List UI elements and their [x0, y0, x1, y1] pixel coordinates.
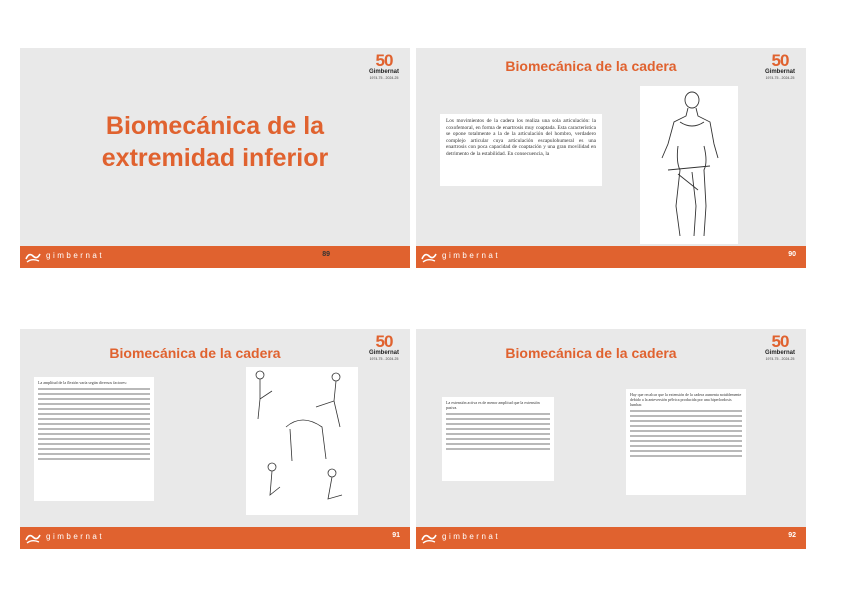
- text-excerpt-right: [626, 389, 746, 495]
- slide-footer: [20, 246, 410, 268]
- text-excerpt: [34, 377, 154, 501]
- text-excerpt-body: Los movimientos de la cadera los realiza una sola articulación: la coxofemoral, en forma de enartrosis muy coaptada. Esta característica se opone totalmente a la de la articulación del hombro, verdadero complejo articular cuya articulación escapulohumeral es una enartrosis con poca capacidad de coaptación y una gran movilidad en detrimento de la estabilidad. En consecuencia, la: [446, 118, 596, 157]
- page-number: 90: [788, 251, 796, 258]
- text-heading-right: Hay que recalcar que la extensión de la cadera aumenta notablemente debido a la anteversión pélvica producida por una hiperlordosis lumbar.: [630, 392, 742, 407]
- page-number: 92: [788, 532, 796, 539]
- slide-footer: [20, 527, 410, 549]
- gimbernat-50-logo: [760, 333, 800, 367]
- gimbernat-50-logo: [760, 52, 800, 86]
- page-number: 91: [392, 532, 400, 539]
- gimbernat-mark-icon: [420, 530, 438, 546]
- logo-name: Gimbernat: [368, 350, 399, 356]
- logo-name: Gimbernat: [764, 69, 795, 75]
- gimbernat-mark-icon: [24, 249, 42, 265]
- text-heading-left: La extensión activa es de menor amplitud que la extensión pasiva.: [446, 400, 540, 410]
- slide-footer: [416, 527, 806, 549]
- slide-91[interactable]: [20, 329, 410, 549]
- standing-figure-icon: [640, 86, 738, 244]
- text-heading: La amplitud de la flexión varía según diversos factores:: [38, 380, 127, 385]
- logo-sub: 1974-75 - 2024-25: [765, 357, 795, 361]
- slide-89[interactable]: [20, 48, 410, 268]
- footer-brand: gimbernat: [46, 532, 105, 541]
- slide-title: Biomecánica de la cadera: [505, 345, 677, 361]
- footer-brand: gimbernat: [442, 532, 501, 541]
- logo-number: 50: [771, 332, 789, 351]
- slide-90[interactable]: [416, 48, 806, 268]
- logo-sub: 1974-75 - 2024-25: [765, 76, 795, 80]
- text-excerpt-left: [442, 397, 554, 481]
- logo-name: Gimbernat: [368, 69, 399, 75]
- logo-sub: 1974-75 - 2024-25: [369, 76, 399, 80]
- slide-title: Biomecánica de la cadera: [505, 58, 677, 74]
- slide-title: Biomecánica de la cadera: [109, 345, 281, 361]
- logo-sub: 1974-75 - 2024-25: [369, 357, 399, 361]
- gimbernat-mark-icon: [24, 530, 42, 546]
- footer-brand: gimbernat: [442, 251, 501, 260]
- logo-number: 50: [375, 51, 393, 70]
- slide-title: Biomecánica de la extremidad inferior: [101, 112, 329, 172]
- footer-brand: gimbernat: [46, 251, 105, 260]
- slide-92[interactable]: [416, 329, 806, 549]
- flexion-figures-image: [246, 367, 358, 515]
- gimbernat-mark-icon: [420, 249, 438, 265]
- logo-number: 50: [375, 332, 393, 351]
- gimbernat-50-logo: [364, 333, 404, 367]
- gimbernat-50-logo: [364, 52, 404, 86]
- anatomical-figure-image: [640, 86, 738, 244]
- flexion-poses-icon: [246, 367, 358, 515]
- logo-name: Gimbernat: [764, 350, 795, 356]
- text-excerpt: [440, 114, 602, 186]
- slide-footer: [416, 246, 806, 268]
- page-number: 89: [322, 251, 330, 258]
- logo-number: 50: [771, 51, 789, 70]
